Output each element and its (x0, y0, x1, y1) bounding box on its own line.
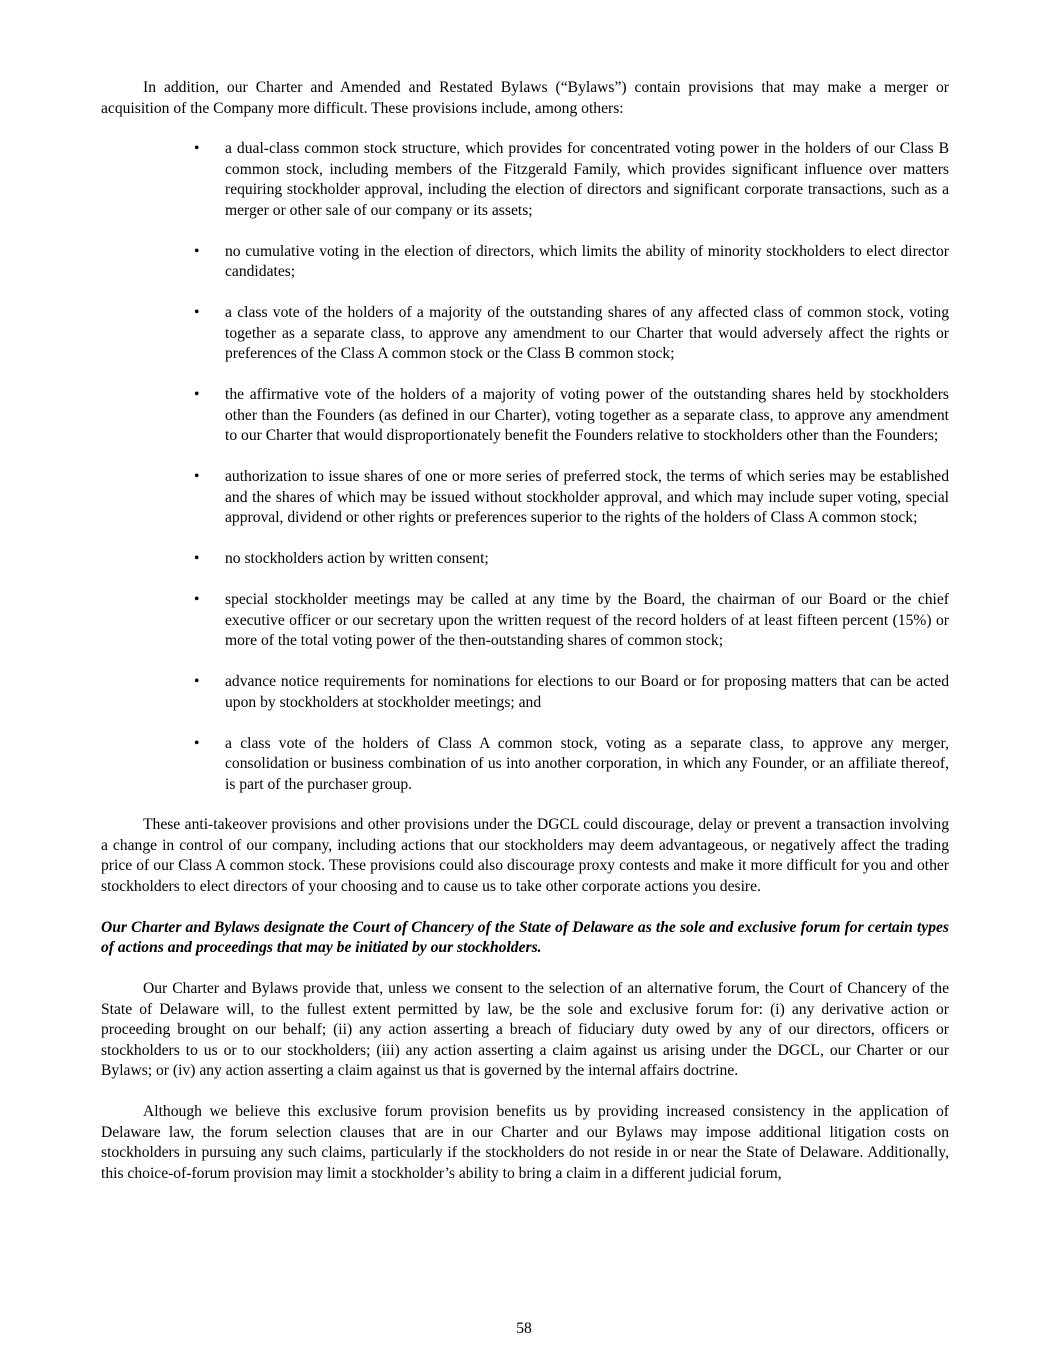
bullet-icon: • (194, 550, 200, 567)
forum-paragraph-continued: Although we believe this exclusive forum provision benefits us by providing increased consistency in the application of Delaware law, the forum selection clauses that are in our Charter and our Bylaws may impose additional litigation costs on stockholders in pursuing any such claims, particularly if the stockholders do not reside in or near the State of Delaware. Additionally, this choice-of-forum provision may limit a stockholder’s ability to bring a claim in a different judicial forum, (101, 1103, 949, 1182)
bullet-icon: • (194, 140, 200, 157)
bullet-icon: • (194, 468, 200, 485)
list-item-text: no stockholders action by written consent; (225, 550, 489, 567)
list-item (194, 672, 949, 713)
paragraph-spacer (101, 1082, 949, 1103)
list-item (194, 303, 949, 365)
bullet-icon: • (194, 734, 200, 752)
section-heading: Our Charter and Bylaws designate the Court of Chancery of the State of Delaware as the sole and exclusive forum for certain types of actions and proceedings that may be initiated by our stockholders. (101, 918, 949, 956)
list-item (194, 242, 949, 283)
bullet-icon: • (194, 673, 200, 690)
bullet-icon: • (194, 242, 200, 260)
list-item (194, 467, 949, 529)
bullet-icon: • (194, 304, 200, 321)
list-item-text: special stockholder meetings may be called at any time by the Board, the chairman of our Board or the chief executive officer or our secretary upon the written request of the record holders of at least fifteen percent (15%) or more of the total voting power of the then-outstanding shares of common stock; (225, 591, 949, 649)
list-item (194, 549, 949, 570)
list-item (194, 590, 949, 652)
list-item-text: a dual-class common stock structure, which provides for concentrated voting power in the holders of our Class B common stock, including members of the Fitzgerald Family, which provides significant influence over matters requiring stockholder approval, including the election of directors and significant corporate transactions, such as a merger or other sale of our company or its assets; (225, 140, 949, 219)
page-number: 58 (516, 1320, 532, 1337)
forum-paragraph: Our Charter and Bylaws provide that, unless we consent to the selection of an alternative forum, the Court of Chancery of the State of Delaware will, to the fullest extent permitted by law, be the sole and exclusive forum for: (i) any derivative action or proceeding brought on our behalf; (ii) any action asserting a breach of fiduciary duty owed by any of our directors, officers or stockholders to us or to our stockholders; (iii) any action asserting a claim against us arising under the DGCL, our Charter or our Bylaws; or (iv) any action asserting a claim against us that is governed by the internal affairs doctrine. (101, 980, 949, 1079)
list-item-text: advance notice requirements for nominations for elections to our Board or for proposing matters that can be acted upon by stockholders at stockholder meetings; and (225, 673, 949, 711)
paragraph-spacer (101, 897, 949, 918)
list-item (194, 385, 949, 447)
list-item-text: the affirmative vote of the holders of a majority of voting power of the outstanding shares held by stockholders other than the Founders (as defined in our Charter), voting together as a separate class, to approve any amendment to our Charter that would disproportionately benefit the Founders relative to stockholders other than the Founders; (225, 386, 949, 444)
bullet-icon: • (194, 386, 200, 403)
list-item-text: authorization to issue shares of one or more series of preferred stock, the terms of which series may be established and the shares of which may be issued without stockholder approval, and which may include super voting, special approval, dividend or other rights or preferences superior to the rights of the holders of Class A common stock; (225, 468, 949, 526)
provisions-list (101, 139, 949, 795)
list-item (194, 139, 949, 221)
document-page (101, 78, 949, 1184)
anti-takeover-paragraph: These anti-takeover provisions and other provisions under the DGCL could discourage, delay or prevent a transaction involving a change in control of our company, including actions that our stockholders may deem advantageous, or negatively affect the trading price of our Class A common stock. These provisions could also discourage proxy contests and make it more difficult for you and other stockholders to elect directors of your choosing and to cause us to take other corporate actions you desire. (101, 816, 949, 895)
bullet-icon: • (194, 591, 200, 608)
paragraph-spacer (101, 959, 949, 980)
list-item-text: a class vote of the holders of a majority of the outstanding shares of any affected class of common stock, voting together as a separate class, to approve any amendment to our Charter that would adversely affect the rights or preferences of the Class A common stock or the Class B common stock; (225, 304, 949, 362)
intro-paragraph: In addition, our Charter and Amended and Restated Bylaws (“Bylaws”) contain provisions that may make a merger or acquisition of the Company more difficult. These provisions include, among others: (101, 79, 949, 117)
list-item-text: a class vote of the holders of Class A common stock, voting as a separate class, to approve any merger, consolidation or business combination of us into another corporation, in which any Founder, or an affiliate thereof, is part of the purchaser group. (225, 734, 949, 793)
list-item (194, 734, 949, 796)
list-item-text: no cumulative voting in the election of directors, which limits the ability of minority stockholders to elect director candidates; (225, 242, 949, 280)
